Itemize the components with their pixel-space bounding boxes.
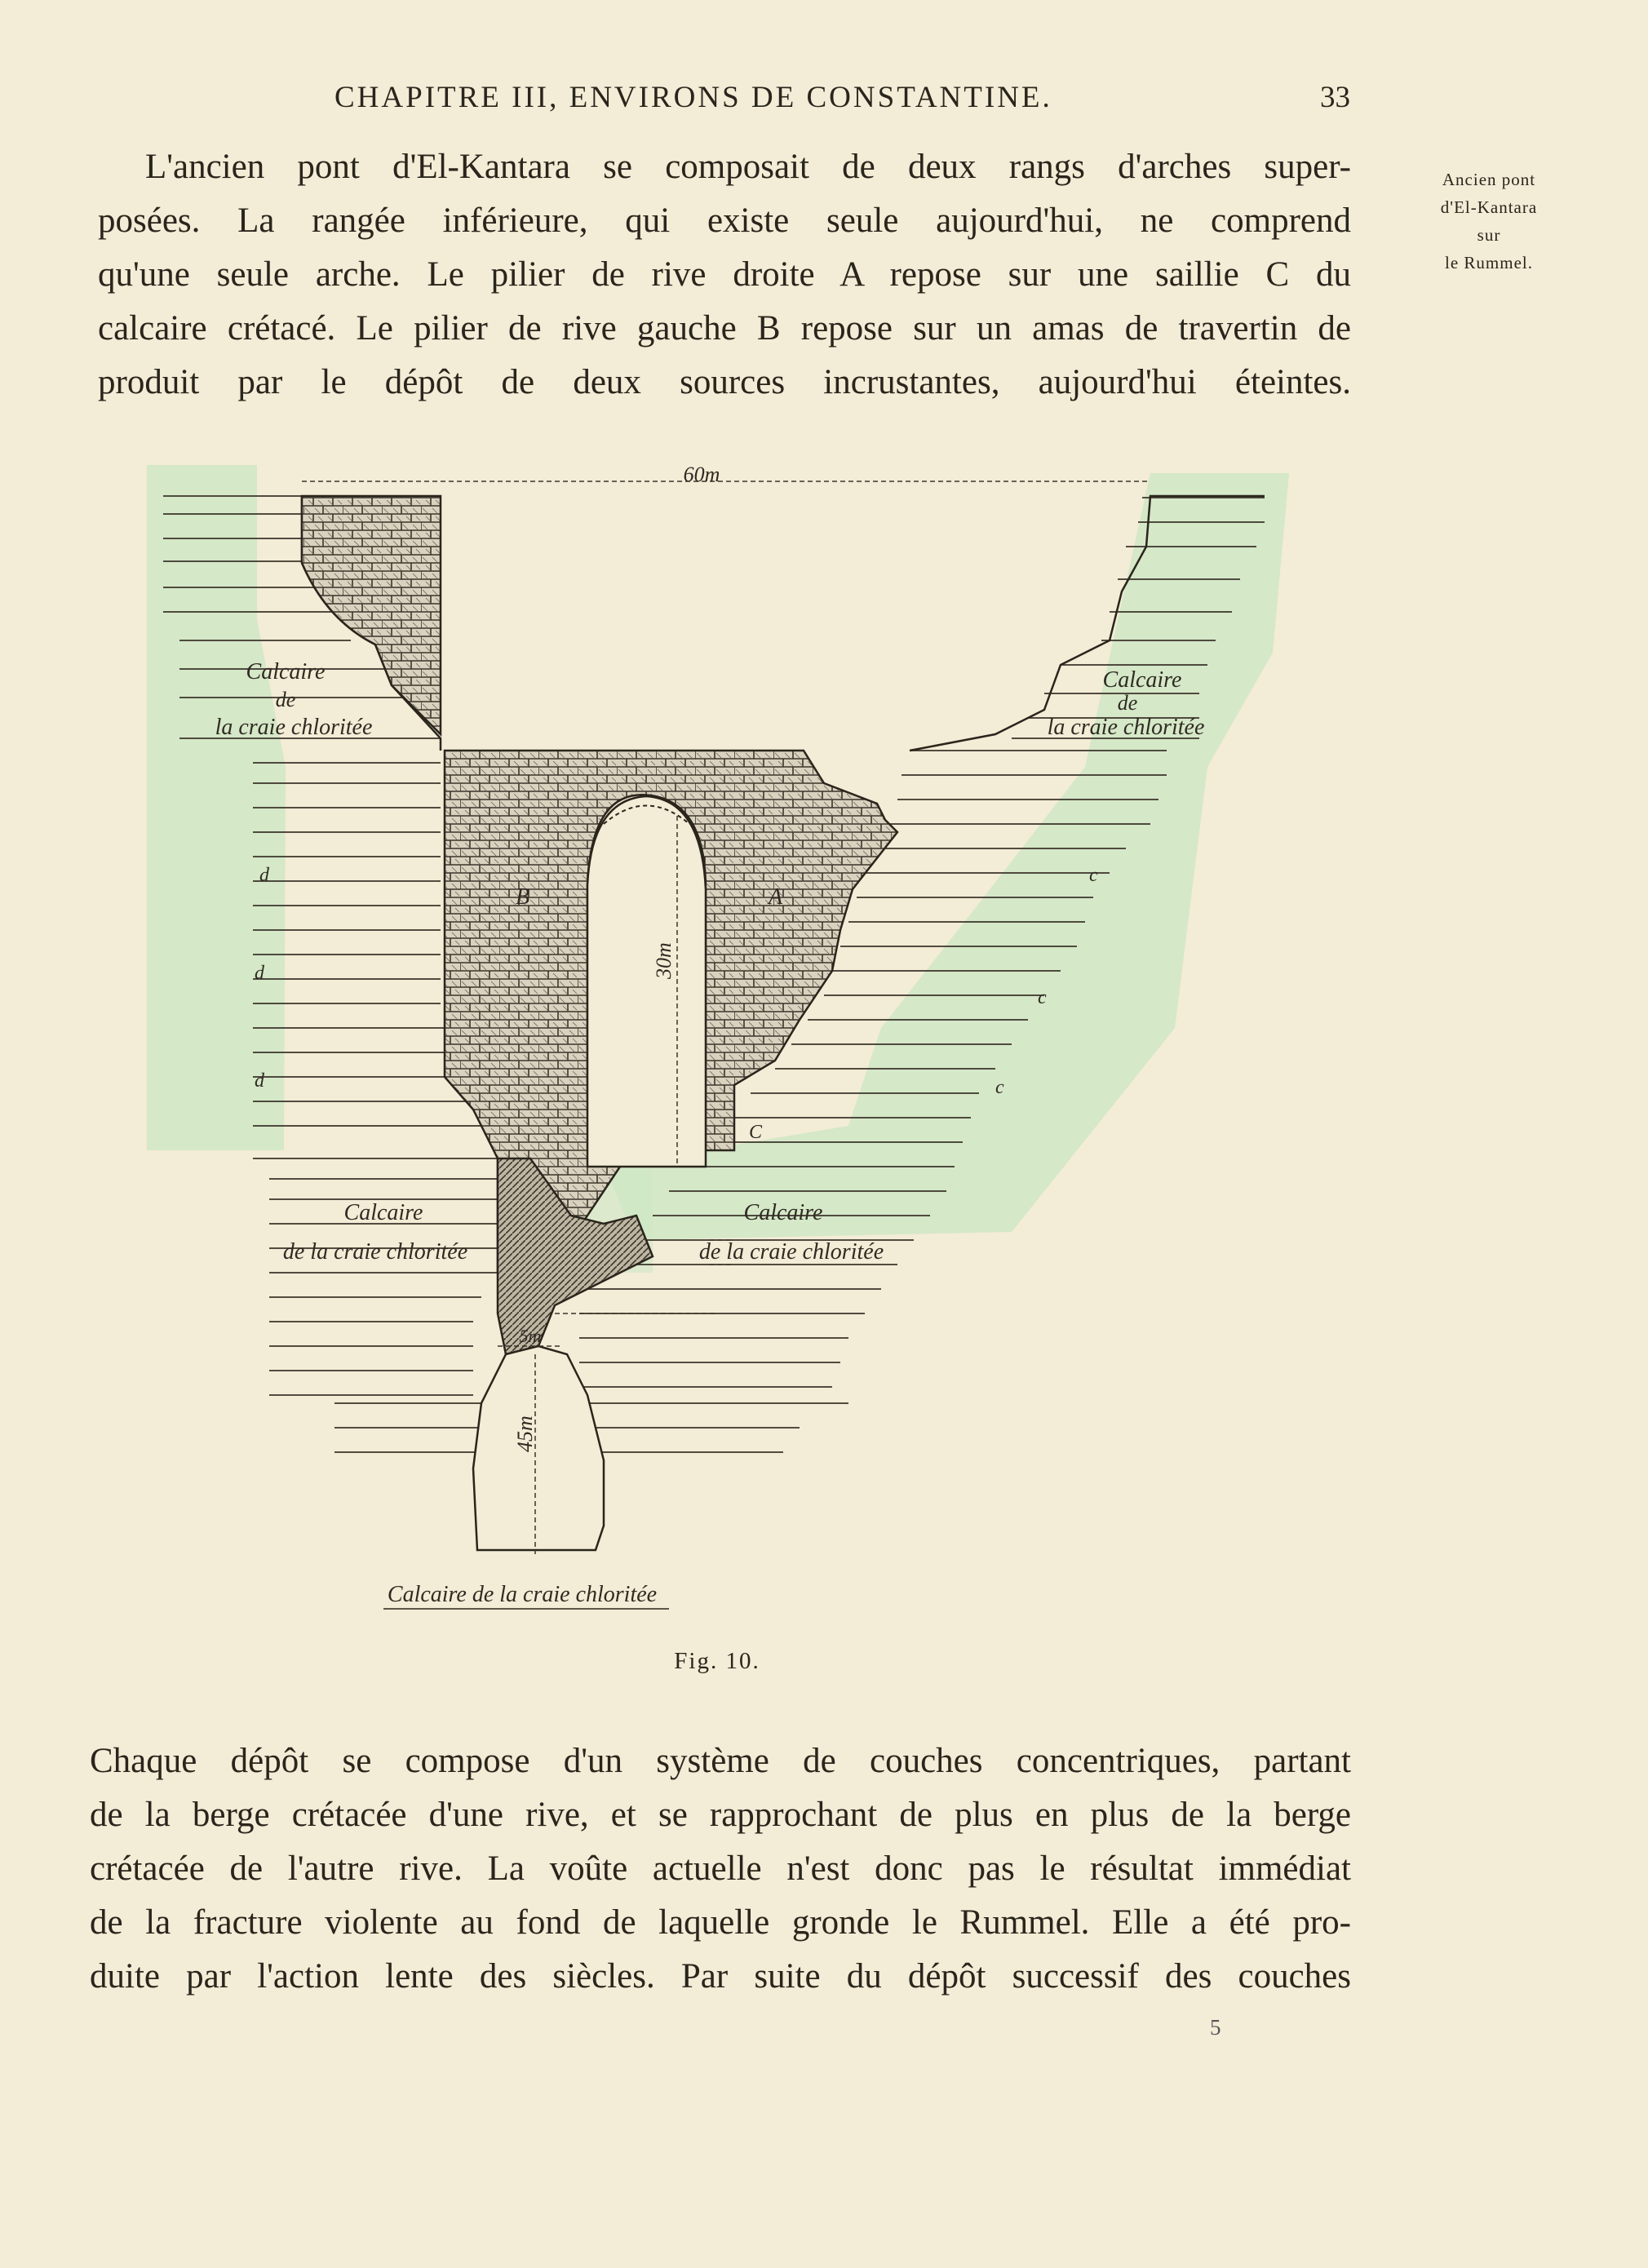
water-mark-right: c (1038, 987, 1047, 1008)
ledge-c-letter: C (749, 1122, 763, 1143)
figure-drawing (147, 457, 1305, 1632)
water-mark-right: c (1089, 865, 1098, 886)
water-mark-right: c (995, 1077, 1004, 1098)
label-craie: de la craie chloritée (698, 1239, 884, 1265)
bottom-label: Calcaire de la craie chloritée (387, 1582, 658, 1607)
lower-gorge (473, 1346, 604, 1550)
figure-caption: Fig. 10. (674, 1648, 760, 1674)
label-calcaire: Calcaire (743, 1200, 823, 1225)
figure-bridge-section (147, 457, 1305, 1632)
text-line: de la fracture violente au fond de laquelle gronde le Rummel. Elle a été pro- (90, 1903, 1351, 1942)
margin-note-line: d'El-Kantara (1440, 197, 1538, 217)
label-de: de (275, 688, 296, 711)
gap-label: 5m (519, 1326, 542, 1346)
label-craie: la craie chloritée (215, 715, 373, 740)
text-line: crétacée de l'autre rive. La voûte actuelle n'est donc pas le résultat immédiat (90, 1849, 1351, 1888)
signature-mark: 5 (1210, 2015, 1221, 2040)
margin-note-line: le Rummel. (1445, 253, 1533, 272)
lower-height-label: 45m (513, 1415, 537, 1452)
label-calcaire: Calcaire (343, 1200, 423, 1225)
span-label: 60m (683, 463, 720, 486)
label-calcaire: Calcaire (1102, 667, 1182, 693)
text-line: posées. La rangée inférieure, qui existe seule aujourd'hui, ne comprend (98, 202, 1351, 240)
water-mark-left: d (255, 963, 264, 984)
text-line: L'ancien pont d'El-Kantara se composait de deux rangs d'arches super- (145, 148, 1351, 186)
arch-height-label: 30m (652, 942, 676, 979)
margin-note (1415, 166, 1562, 277)
text-line: duite par l'action lente des siècles. Par suite du dépôt successif des couches (90, 1957, 1351, 1996)
text-line: produit par le dépôt de deux sources incrustantes, aujourd'hui éteintes. (98, 363, 1351, 401)
page-number: 33 (1320, 81, 1350, 114)
arch-opening (587, 796, 706, 1167)
margin-note-line: sur (1477, 225, 1501, 245)
label-craie: de la craie chloritée (282, 1239, 468, 1265)
pier-a-letter: A (769, 884, 783, 910)
mid-left-label (283, 1200, 467, 1265)
pier-b-letter: B (516, 884, 530, 910)
running-head: CHAPITRE III, ENVIRONS DE CONSTANTINE. (334, 81, 1052, 114)
label-craie: la craie chloritée (1047, 715, 1205, 740)
text-line: Chaque dépôt se compose d'un système de couches concentriques, partant (90, 1742, 1351, 1780)
water-mark-left: d (259, 865, 269, 886)
text-line: calcaire crétacé. Le pilier de rive gauche B repose sur un amas de travertin de (98, 309, 1351, 348)
text-line: qu'une seule arche. Le pilier de rive droite A repose sur une saillie C du (98, 255, 1351, 294)
pier-b-upper-masonry (302, 496, 441, 734)
paragraph-deposit (90, 1734, 1351, 2004)
margin-note-line: Ancien pont (1442, 170, 1536, 189)
text-line: de la berge crétacée d'une rive, et se rapprochant de plus en plus de la berge (90, 1796, 1351, 1834)
paragraph-intro (98, 140, 1351, 410)
water-mark-left: d (255, 1070, 264, 1092)
label-de: de (1117, 691, 1138, 715)
label-calcaire: Calcaire (246, 659, 326, 684)
